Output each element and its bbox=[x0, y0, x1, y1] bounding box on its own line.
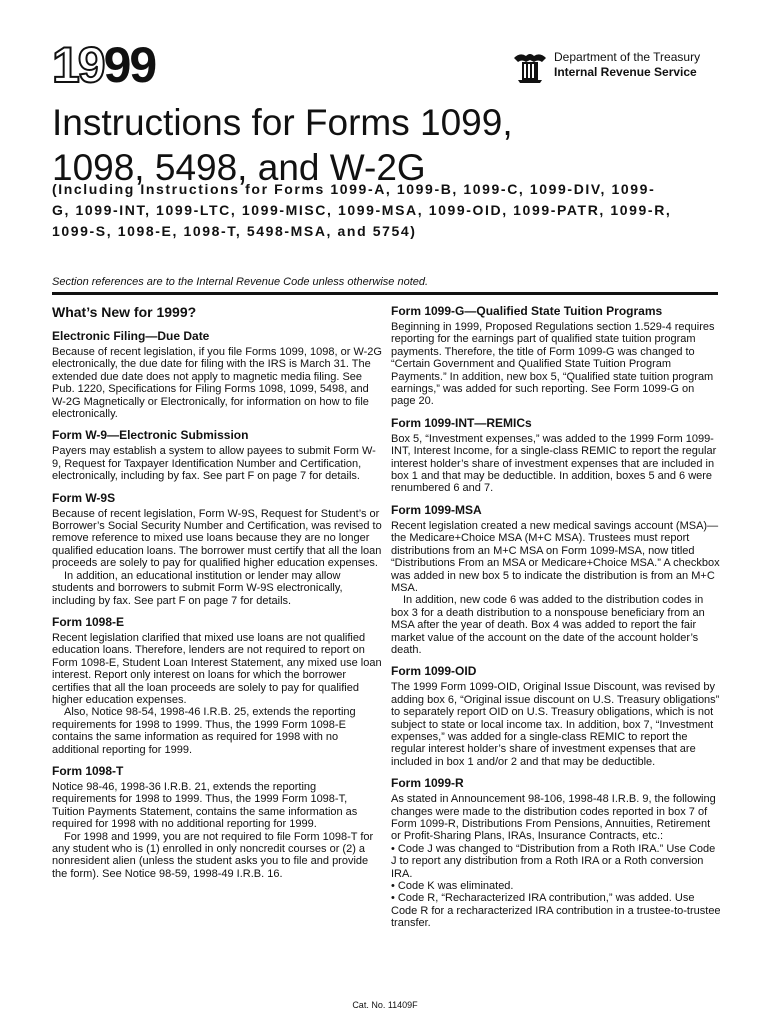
section-form-1098e bbox=[52, 615, 382, 756]
section-title: Form 1099-OID bbox=[391, 664, 477, 679]
section-text: As stated in Announcement 98-106, 1998-48 I.R.B. 9, the following changes were made to the distribution codes reported in box 7 of Form 1099-R, Distributions From Pensions, Annuities, Retirement or Profit-Sharing Plans, IRAs, Insurance Contracts, etc.: bbox=[391, 793, 716, 843]
section-text: Recent legislation clarified that mixed use loans are not qualified education loans. Therefore, lenders are not required to report on Form 1098-E, Student Loan Interest Statement, any mixed use loan interest. Report only interest on loans for which the borrower certifies that all the loan proceeds are solely to pay for qualified higher education expenses. bbox=[52, 631, 382, 706]
section-text: In addition, new code 6 was added to the distribution codes in box 3 for a death distribution to a nonspouse beneficiary from an MSA after the year of death. Box 4 was added to report the fair market value of the account on the date of the account holder’s death. bbox=[391, 594, 705, 656]
section-text: Also, Notice 98-54, 1998-46 I.R.B. 25, extends the reporting requirements for 1998 to 1999. Thus, the 1999 Form 1098-E contains the same information as required for 1998 with no additional reporting for 1999. bbox=[52, 706, 356, 756]
year-mark bbox=[52, 37, 156, 93]
page-title bbox=[52, 100, 732, 190]
section-text: Recent legislation created a new medical savings account (MSA)—the Medicare+Choice MSA (M+C MSA). Trustees must report distributions from an M+C MSA on Form 1099-MSA, now titled “Distributions From an MSA or Medicare+Choice MSA.” A checkbox was added in new box 5 to indicate the distribution is from an M+C MSA. bbox=[391, 519, 720, 594]
section-title: Form 1099-R bbox=[391, 776, 464, 791]
section-title: Form 1099-MSA bbox=[391, 502, 482, 517]
section-title: Form W-9—Electronic Submission bbox=[52, 428, 249, 443]
section-reference-note: Section references are to the Internal Revenue Code unless otherwise noted. bbox=[52, 276, 429, 288]
year-outline-digits: 19 bbox=[52, 37, 104, 93]
agency-name: Internal Revenue Service bbox=[554, 65, 697, 79]
title-line-1: Instructions for Forms 1099, bbox=[52, 102, 513, 143]
section-form-1099r bbox=[391, 776, 721, 929]
whats-new-heading: What’s New for 1999? bbox=[52, 304, 197, 320]
bullet-item: • Code K was eliminated. bbox=[391, 880, 721, 892]
section-form-1099oid bbox=[391, 664, 721, 768]
bullet-item: • Code R, “Recharacterized IRA contribution,” was added. Use Code R for a recharacterized IRA contribution in a trustee-to-trustee transfer. bbox=[391, 892, 721, 929]
agency-block bbox=[512, 50, 722, 90]
section-title: Form 1098-E bbox=[52, 614, 125, 629]
section-form-w9s bbox=[52, 491, 382, 607]
subtitle: (Including Instructions for Forms 1099-A, 1099-B, 1099-C, 1099-DIV, 1099-G, 1099-INT, 1099-LTC, 1099-MISC, 1099-MSA, 1099-OID, 1099-PATR, 1099-R, 1099-S, 1098-E, 1098-T, 5498-MSA, and 5754) bbox=[52, 181, 672, 239]
section-electronic-filing bbox=[52, 329, 382, 420]
section-form-1099msa bbox=[391, 503, 721, 656]
irs-eagle-logo-icon bbox=[512, 50, 548, 84]
section-title: Form 1098-T bbox=[52, 763, 124, 778]
section-title: Form W-9S bbox=[52, 490, 116, 505]
year-solid-digits: 99 bbox=[103, 37, 156, 93]
section-title: Form 1099-G—Qualified State Tuition Programs bbox=[391, 304, 663, 318]
section-text: Payers may establish a system to allow payees to submit Form W-9, Request for Taxpayer Identification Number and Certification, electronically, including by fax. See part F on page 7 for details. bbox=[52, 445, 376, 483]
section-text: For 1998 and 1999, you are not required to file Form 1098-T for any student who is (1) enrolled in only noncredit courses or (2) a nonresident alien (unless the student asks you to file and provide the form). See Notice 98-59, 1998-49 I.R.B. 16. bbox=[52, 830, 374, 880]
right-column bbox=[391, 304, 721, 938]
section-text: Because of recent legislation, Form W-9S, Request for Student’s or Borrower’s Social Security Number and Certification, was revised to remove reference to mixed use loans because they are no longer qualified education loans. The borrower must certify that all the loan proceeds are solely to pay for qualified higher education expenses. bbox=[52, 507, 382, 570]
section-title: Electronic Filing—Due Date bbox=[52, 329, 210, 343]
catalog-number: Cat. No. 11409F bbox=[352, 1000, 418, 1010]
section-text: In addition, an educational institution or lender may allow students and borrowers to submit Form W-9S electronically, including by fax. See part F on page 7 for details. bbox=[52, 569, 343, 607]
title-line-2: 1098, 5498, and W-2G bbox=[52, 147, 426, 188]
section-text: Because of recent legislation, if you file Forms 1099, 1098, or W-2G electronically, the due date for filing with the IRS is March 31. The extended due date does not apply to magnetic media filing. See Pub. 1220, Specifications for Filing Forms 1098, 1099, 5498, and W-2G Magnetically or Electronically, for information on how to file electronically. bbox=[52, 346, 382, 421]
section-title: Form 1099-INT—REMICs bbox=[391, 415, 532, 430]
left-column bbox=[52, 304, 382, 888]
header-divider bbox=[52, 292, 718, 295]
section-text: Beginning in 1999, Proposed Regulations section 1.529-4 requires reporting for the earnings part of qualified state tuition program payments. Therefore, the title of Form 1099-G was changed to “Certain Government and Qualified State Tuition Program Payments.” In addition, new box 5, “Qualified state tuition program earnings,” was added for such reporting. See Form 1099-G on page 20. bbox=[391, 321, 715, 408]
section-form-1099int bbox=[391, 416, 721, 495]
section-text: Notice 98-46, 1998-36 I.R.B. 21, extends the reporting requirements for 1998 to 1999. Thus, the 1999 Form 1098-T, Tuition Payments Statement, contains the same information as required for 1998 with no additional reporting for 1999. bbox=[52, 780, 358, 831]
department-name: Department of the Treasury bbox=[554, 50, 701, 64]
section-text: Box 5, “Investment expenses,” was added to the 1999 Form 1099-INT, Interest Income, for a single-class REMIC to report the regular interest holder’s share of investment expenses that are included in box 1 and that may be deductible. In addition, boxes 5 and 6 were renumbered 6 and 7. bbox=[391, 432, 717, 495]
section-form-w9 bbox=[52, 428, 382, 482]
section-text: The 1999 Form 1099-OID, Original Issue Discount, was revised by adding box 6, “Original issue discount on U.S. Treasury obligations” to separately report OID on U.S. Treasury obligations, which is not subject to state or local income tax. In addition, box 7, “Investment expenses,” was added for a single-class REMIC to report the regular interest holder’s share of investment expenses that are included in box 1 and/or 2 and that may be deductible. bbox=[391, 681, 720, 768]
section-form-1099g bbox=[391, 304, 721, 408]
bullet-item: • Code J was changed to “Distribution from a Roth IRA.” Use Code J to report any distribution from a Roth IRA or a Roth conversion IRA. bbox=[391, 843, 721, 880]
section-form-1098t bbox=[52, 764, 382, 880]
